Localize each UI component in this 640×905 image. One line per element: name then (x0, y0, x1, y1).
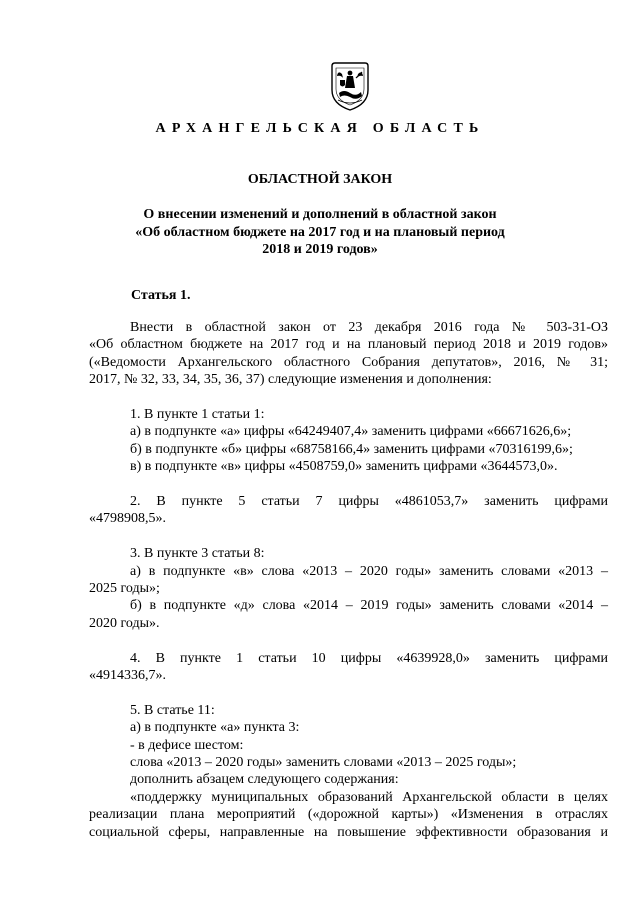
point-5 (89, 702, 608, 841)
paragraph-gap (89, 632, 608, 649)
text-line: «4914336,7». (89, 668, 166, 684)
paragraph-gap (89, 389, 608, 406)
text-line: а) в подпункте «а» цифры «64249407,4» заменить цифрами «66671626,6»; (130, 424, 572, 440)
point-2 (89, 493, 608, 528)
text-line: «Об областном бюджете на 2017 год и на плановый период 2018 и 2019 годов» (89, 337, 608, 353)
point-3 (89, 545, 608, 632)
text-line: 1. В пункте 1 статьи 1: (130, 407, 265, 423)
text-line: «поддержку муниципальных образований Архангельской области в целях (130, 789, 608, 805)
text-line: Внести в областной закон от 23 декабря 2016 года № 503-31-ОЗ (130, 320, 608, 335)
text-line: («Ведомости Архангельского областного Собрания депутатов», 2016, № 31; (89, 354, 608, 370)
intro-paragraph (89, 319, 608, 389)
text-line: 4. В пункте 1 статьи 10 цифры «4639928,0» заменить цифрами (130, 650, 608, 666)
law-title (110, 206, 530, 259)
text-line: «4798908,5». (89, 511, 166, 527)
text-line: 2. В пункте 5 статьи 7 цифры «4861053,7» заменить цифрами (130, 494, 608, 510)
text-line: а) в подпункте «а» пункта 3: (130, 720, 300, 736)
law-title-line: 2018 и 2019 годов» (262, 242, 378, 257)
text-line: - в дефисе шестом: (130, 737, 244, 753)
text-line: 5. В статье 11: (130, 702, 215, 718)
text-line: 2017, № 32, 33, 34, 35, 36, 37) следующие изменения и дополнения: (89, 372, 492, 388)
text-line: социальной сферы, направленные на повышение эффективности образования и (89, 824, 608, 840)
point-4 (89, 650, 608, 685)
text-line: дополнить абзацем следующего содержания: (130, 772, 399, 788)
article-heading: Статья 1. (131, 288, 191, 303)
text-line: б) в подпункте «б» цифры «68758166,4» заменить цифрами «70316199,6»; (130, 441, 573, 457)
paragraph-gap (89, 684, 608, 701)
text-line: 2025 годы»; (89, 581, 160, 597)
paragraph-gap (89, 528, 608, 545)
law-type-heading: ОБЛАСТНОЙ ЗАКОН (247, 172, 393, 187)
article-body (89, 319, 608, 841)
text-line: 3. В пункте 3 статьи 8: (130, 546, 265, 562)
coat-of-arms-icon (328, 60, 372, 112)
text-line: реализации плана мероприятий («дорожной карты») «Изменения в отраслях (89, 807, 608, 823)
region-name: АРХАНГЕЛЬСКАЯ ОБЛАСТЬ (155, 121, 485, 136)
paragraph-gap (89, 476, 608, 493)
law-title-line: «Об областном бюджете на 2017 год и на плановый период (135, 224, 505, 240)
text-line: слова «2013 – 2020 годы» заменить словами «2013 – 2025 годы»; (130, 755, 517, 771)
text-line: 2020 годы». (89, 615, 160, 631)
text-line: а) в подпункте «в» слова «2013 – 2020 годы» заменить словами «2013 – (130, 563, 608, 579)
point-1 (89, 406, 608, 476)
text-line: б) в подпункте «д» слова «2014 – 2019 годы» заменить словами «2014 – (130, 598, 608, 614)
text-line: в) в подпункте «в» цифры «4508759,0» заменить цифрами «3644573,0». (130, 459, 558, 475)
law-title-line: О внесении изменений и дополнений в областной закон (143, 207, 497, 222)
